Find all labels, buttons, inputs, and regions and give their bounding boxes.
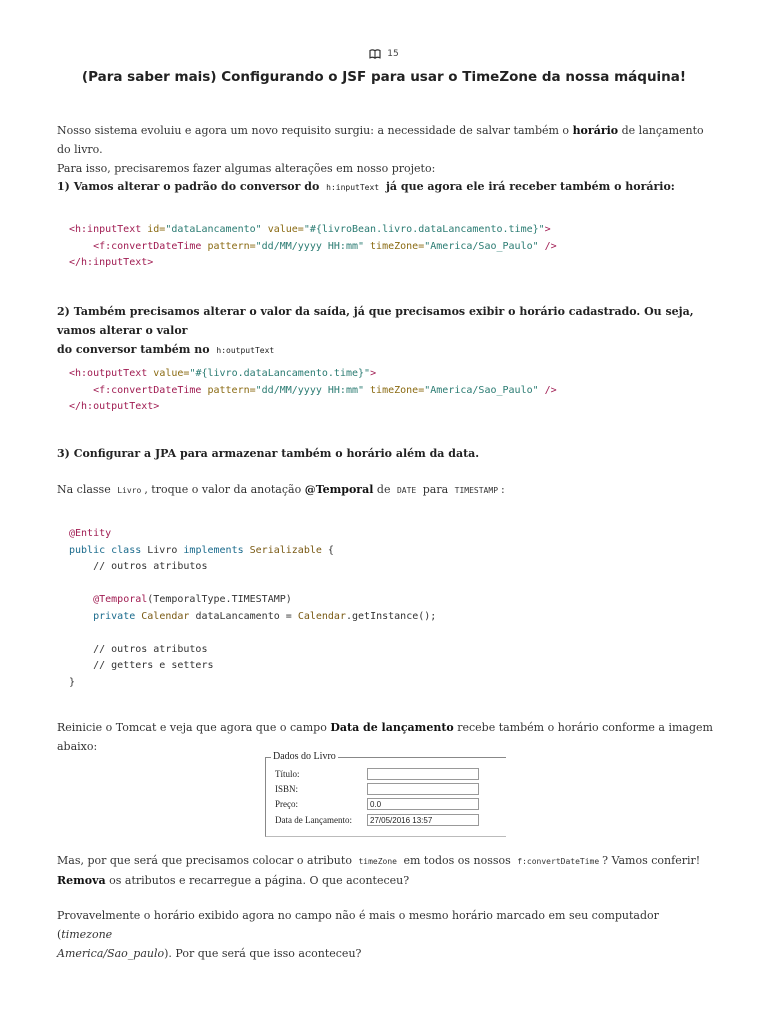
form-screenshot-figure — [265, 750, 508, 838]
inline-code: DATE — [396, 486, 417, 495]
provavelmente-paragraph: Provavelmente o horário exibido agora no campo não é mais o mesmo horário marcado em seu computador (timezone America/Sao_paulo). Por que será que isso aconteceu? — [57, 909, 659, 960]
reinicie-paragraph: Reinicie o Tomcat e veja que agora que o campo Data de lançamento recebe também o horário conforme a imagem abaixo: — [57, 721, 713, 753]
code-block-inputtext: <h:inputText id="dataLancamento" value="#{livroBean.livro.dataLancamento.time}"> <f:convertDateTime pattern="dd/MM/yyyy HH:mm" timeZone="America/Sao_Paulo" /> </h:inputText> — [69, 224, 557, 268]
step-1-heading: 1) Vamos alterar o padrão do conversor do h:inputText já que agora ele irá receber também o horário: — [57, 180, 675, 193]
inline-code: h:outputText — [216, 346, 275, 355]
preco-field: 0.0 — [367, 798, 479, 810]
fieldset-legend: Dados do Livro — [273, 751, 336, 762]
titulo-field — [367, 768, 479, 780]
data-lancamento-field: 27/05/2016 13:57 — [367, 814, 479, 826]
inline-code: f:convertDateTime — [517, 857, 600, 866]
form-row-isbn — [275, 783, 505, 797]
inline-code: h:inputText — [326, 183, 380, 192]
page-title: (Para saber mais) Configurando o JSF para usar o TimeZone da nossa máquina! — [81, 69, 687, 85]
form-label: Preço: — [275, 799, 298, 809]
inline-code: Livro — [117, 486, 142, 495]
code-block-entity: @Entity public class Livro implements Serializable { // outros atributos @Temporal(TemporalType.TIMESTAMP) private Calendar dataLancamento = Calendar.getInstance(); // outros atributos // getters e setters } — [69, 528, 437, 688]
classe-paragraph: Na classe Livro , troque o valor da anotação @Temporal de DATE para TIMESTAMP : — [57, 483, 505, 496]
section-badge — [369, 49, 398, 59]
form-label: Título: — [275, 769, 300, 779]
form-row-titulo — [275, 768, 505, 782]
page-number: 15 — [387, 49, 399, 59]
isbn-field — [367, 783, 479, 795]
code-block-outputtext: <h:outputText value="#{livro.dataLancamento.time}"> <f:convertDateTime pattern="dd/MM/yyyy HH:mm" timeZone="America/Sao_Paulo" /> </h:outputText> — [69, 368, 557, 412]
book-icon — [369, 49, 381, 59]
form-label: ISBN: — [275, 784, 299, 794]
inline-code: TIMESTAMP — [454, 486, 499, 495]
form-row-data-lancamento — [275, 814, 505, 828]
form-label: Data de Lançamento: — [275, 815, 352, 825]
intro-paragraph: Nosso sistema evoluiu e agora um novo requisito surgiu: a necessidade de salvar também o horário de lançamento do livro. Para isso, precisaremos fazer algumas alterações em nosso projeto: — [57, 124, 704, 175]
section-header — [0, 44, 768, 85]
step-2-heading: 2) Também precisamos alterar o valor da saída, já que precisamos exibir o horário cadastrado. Ou seja, vamos alterar o valor do conversor também no h:outputText — [57, 305, 694, 356]
inline-code: timeZone — [358, 857, 397, 866]
step-3-heading: 3) Configurar a JPA para armazenar também o horário além da data. — [57, 447, 480, 460]
mas-paragraph: Mas, por que será que precisamos colocar o atributo timeZone em todos os nossos f:convertDateTime ? Vamos conferir! Remova os atributos e recarregue a página. O que aconteceu? — [57, 854, 701, 887]
form-row-preco — [275, 798, 505, 812]
